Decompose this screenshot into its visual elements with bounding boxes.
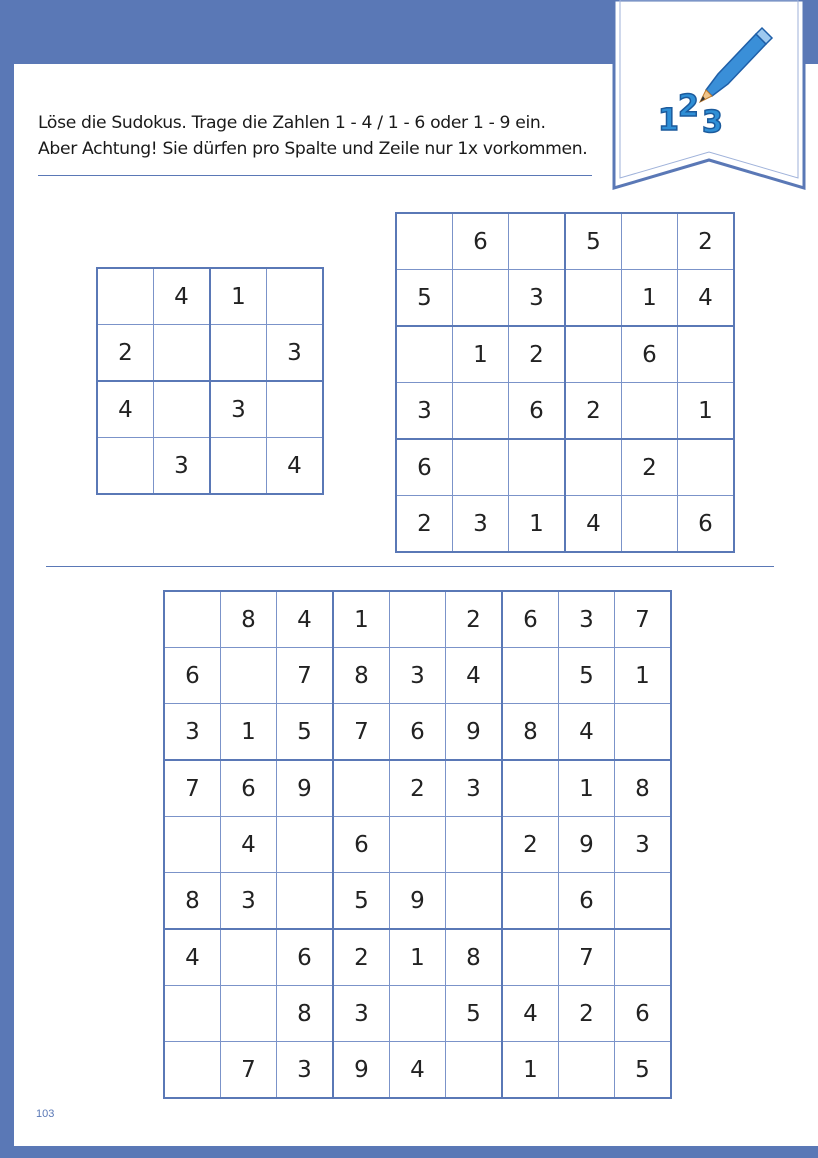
divider-top (38, 175, 592, 176)
sudoku-cell[interactable]: 3 (267, 325, 324, 382)
sudoku-cell[interactable]: 1 (453, 326, 509, 383)
sudoku-cell[interactable]: 5 (396, 270, 453, 327)
sudoku-cell[interactable]: 3 (509, 270, 566, 327)
sudoku-cell[interactable]: 5 (277, 704, 334, 761)
sudoku-cell[interactable] (164, 591, 221, 648)
sudoku-cell[interactable]: 6 (622, 326, 678, 383)
sudoku-cell[interactable] (390, 591, 446, 648)
sudoku-cell[interactable]: 2 (333, 929, 390, 986)
sudoku-cell[interactable]: 5 (615, 1042, 672, 1099)
sudoku-cell[interactable]: 1 (509, 496, 566, 553)
sudoku-cell[interactable]: 2 (509, 326, 566, 383)
sudoku-cell[interactable]: 5 (446, 986, 503, 1042)
sudoku-cell[interactable]: 1 (502, 1042, 559, 1099)
sudoku-cell[interactable] (622, 383, 678, 440)
sudoku-cell[interactable] (559, 1042, 615, 1099)
badge-digit-1: 1 (658, 103, 679, 138)
sudoku-cell[interactable] (390, 986, 446, 1042)
sudoku-cell[interactable]: 6 (221, 760, 277, 817)
sudoku-cell[interactable] (396, 213, 453, 270)
sudoku-cell[interactable]: 3 (453, 496, 509, 553)
sudoku-cell[interactable]: 8 (164, 873, 221, 930)
sudoku-cell[interactable]: 2 (559, 986, 615, 1042)
sudoku-cell[interactable]: 6 (396, 439, 453, 496)
sudoku-cell[interactable]: 2 (678, 213, 735, 270)
page-number: 103 (36, 1108, 55, 1120)
sudoku-cell[interactable]: 6 (615, 986, 672, 1042)
sudoku-cell[interactable] (221, 929, 277, 986)
sudoku-cell[interactable] (509, 213, 566, 270)
sudoku-cell[interactable]: 4 (446, 648, 503, 704)
sudoku-row (164, 986, 671, 1042)
sudoku-cell[interactable] (453, 383, 509, 440)
sudoku-cell[interactable]: 2 (97, 325, 154, 382)
sudoku-cell[interactable] (97, 438, 154, 495)
sudoku-cell[interactable]: 4 (154, 268, 211, 325)
sudoku-cell[interactable]: 9 (559, 817, 615, 873)
sudoku-cell[interactable]: 1 (221, 704, 277, 761)
sudoku-cell[interactable] (502, 760, 559, 817)
sudoku-row (164, 704, 671, 761)
sudoku-row (164, 929, 671, 986)
sudoku-cell[interactable]: 6 (164, 648, 221, 704)
sudoku-cell[interactable]: 4 (164, 929, 221, 986)
sudoku-cell[interactable] (154, 325, 211, 382)
sudoku-cell[interactable] (615, 704, 672, 761)
badge-digit-3: 3 (702, 105, 723, 140)
sudoku-cell[interactable]: 8 (333, 648, 390, 704)
sudoku-cell[interactable] (678, 326, 735, 383)
sudoku-cell[interactable] (622, 213, 678, 270)
sudoku-cell[interactable]: 2 (502, 817, 559, 873)
sudoku-cell[interactable]: 3 (154, 438, 211, 495)
sudoku-row (396, 496, 734, 553)
sudoku-cell[interactable] (565, 326, 622, 383)
sudoku-cell[interactable] (333, 760, 390, 817)
sudoku-6x6 (395, 212, 735, 553)
sudoku-cell[interactable]: 3 (210, 381, 267, 438)
divider-middle (46, 566, 774, 567)
sudoku-cell[interactable]: 1 (333, 591, 390, 648)
sudoku-cell[interactable]: 3 (396, 383, 453, 440)
sudoku-cell[interactable] (502, 873, 559, 930)
sudoku-cell[interactable]: 6 (678, 496, 735, 553)
sudoku-cell[interactable]: 1 (390, 929, 446, 986)
sudoku-cell[interactable] (164, 817, 221, 873)
sudoku-cell[interactable] (446, 1042, 503, 1099)
sudoku-row (164, 1042, 671, 1099)
sudoku-cell[interactable]: 4 (502, 986, 559, 1042)
sudoku-cell[interactable]: 8 (221, 591, 277, 648)
sudoku-row (164, 760, 671, 817)
sudoku-cell[interactable]: 2 (390, 760, 446, 817)
sudoku-cell[interactable]: 1 (622, 270, 678, 327)
sudoku-cell[interactable] (453, 270, 509, 327)
sudoku-cell[interactable]: 3 (333, 986, 390, 1042)
sudoku-cell[interactable] (164, 1042, 221, 1099)
sudoku-cell[interactable]: 2 (396, 496, 453, 553)
sudoku-cell[interactable]: 4 (277, 591, 334, 648)
sudoku-cell[interactable]: 8 (502, 704, 559, 761)
sudoku-cell[interactable]: 3 (446, 760, 503, 817)
sudoku-cell[interactable]: 8 (446, 929, 503, 986)
sudoku-row (97, 325, 323, 382)
sudoku-cell[interactable] (615, 873, 672, 930)
sudoku-cell[interactable]: 6 (390, 704, 446, 761)
sudoku-cell[interactable]: 7 (277, 648, 334, 704)
sudoku-cell[interactable] (267, 381, 324, 438)
sudoku-cell[interactable]: 6 (333, 817, 390, 873)
sudoku-cell[interactable] (565, 439, 622, 496)
sudoku-cell[interactable]: 2 (446, 591, 503, 648)
sudoku-cell[interactable]: 1 (615, 648, 672, 704)
sudoku-cell[interactable]: 5 (333, 873, 390, 930)
sudoku-cell[interactable]: 9 (277, 760, 334, 817)
sudoku-cell[interactable] (453, 439, 509, 496)
sudoku-cell[interactable]: 5 (565, 213, 622, 270)
sudoku-row (164, 648, 671, 704)
sudoku-cell[interactable]: 4 (390, 1042, 446, 1099)
sudoku-row (396, 270, 734, 327)
sudoku-cell[interactable]: 7 (615, 591, 672, 648)
sudoku-cell[interactable]: 4 (97, 381, 154, 438)
sudoku-cell[interactable]: 3 (390, 648, 446, 704)
sudoku-cell[interactable] (622, 496, 678, 553)
sudoku-cell[interactable]: 9 (333, 1042, 390, 1099)
sudoku-row (97, 438, 323, 495)
sudoku-cell[interactable] (446, 817, 503, 873)
sudoku-9x9 (163, 590, 672, 1099)
sudoku-cell[interactable]: 3 (277, 1042, 334, 1099)
sudoku-cell[interactable] (221, 986, 277, 1042)
sudoku-cell[interactable]: 6 (453, 213, 509, 270)
numbers-badge (610, 0, 808, 192)
sudoku-cell[interactable]: 9 (390, 873, 446, 930)
sudoku-cell[interactable] (390, 817, 446, 873)
sudoku-row (396, 213, 734, 270)
sudoku-cell[interactable] (210, 438, 267, 495)
sudoku-cell[interactable]: 5 (559, 648, 615, 704)
sudoku-cell[interactable]: 7 (333, 704, 390, 761)
sudoku-row (396, 439, 734, 496)
sudoku-row (164, 873, 671, 930)
sudoku-cell[interactable] (509, 439, 566, 496)
sudoku-cell[interactable]: 7 (559, 929, 615, 986)
sudoku-row (164, 591, 671, 648)
sudoku-cell[interactable] (502, 929, 559, 986)
sudoku-cell[interactable] (565, 270, 622, 327)
sudoku-cell[interactable] (615, 929, 672, 986)
sudoku-4x4 (96, 267, 324, 495)
sudoku-cell[interactable]: 4 (559, 704, 615, 761)
sudoku-cell[interactable] (221, 648, 277, 704)
sudoku-cell[interactable]: 6 (277, 929, 334, 986)
sudoku-row (164, 817, 671, 873)
sudoku-cell[interactable]: 7 (221, 1042, 277, 1099)
sudoku-cell[interactable]: 6 (502, 591, 559, 648)
instruction-line-1: Löse die Sudokus. Trage die Zahlen 1 - 4 / 1 - 6 oder 1 - 9 ein. (38, 113, 546, 133)
sudoku-cell[interactable]: 3 (559, 591, 615, 648)
sudoku-row (97, 381, 323, 438)
sudoku-cell[interactable]: 2 (565, 383, 622, 440)
badge-digit-2: 2 (678, 89, 699, 124)
sudoku-cell[interactable]: 6 (559, 873, 615, 930)
sudoku-cell[interactable]: 3 (615, 817, 672, 873)
sudoku-cell[interactable]: 1 (678, 383, 735, 440)
sudoku-cell[interactable] (678, 439, 735, 496)
sudoku-cell[interactable]: 3 (164, 704, 221, 761)
sudoku-cell[interactable]: 3 (221, 873, 277, 930)
sudoku-cell[interactable]: 6 (509, 383, 566, 440)
sudoku-row (396, 326, 734, 383)
sudoku-cell[interactable]: 1 (559, 760, 615, 817)
sudoku-cell[interactable] (97, 268, 154, 325)
instructions (38, 110, 628, 162)
sudoku-cell[interactable]: 2 (622, 439, 678, 496)
sudoku-row (97, 268, 323, 325)
sudoku-cell[interactable]: 8 (277, 986, 334, 1042)
sudoku-cell[interactable]: 1 (210, 268, 267, 325)
sudoku-cell[interactable]: 9 (446, 704, 503, 761)
sudoku-cell[interactable] (277, 817, 334, 873)
sudoku-cell[interactable]: 4 (221, 817, 277, 873)
instruction-line-2: Aber Achtung! Sie dürfen pro Spalte und Zeile nur 1x vorkommen. (38, 139, 588, 159)
sudoku-cell[interactable] (154, 381, 211, 438)
sudoku-cell[interactable] (396, 326, 453, 383)
sudoku-cell[interactable] (210, 325, 267, 382)
sudoku-cell[interactable] (502, 648, 559, 704)
sudoku-cell[interactable]: 4 (267, 438, 324, 495)
sudoku-cell[interactable] (446, 873, 503, 930)
sudoku-cell[interactable] (277, 873, 334, 930)
sudoku-row (396, 383, 734, 440)
sudoku-cell[interactable] (164, 986, 221, 1042)
sudoku-cell[interactable]: 4 (678, 270, 735, 327)
sudoku-cell[interactable]: 8 (615, 760, 672, 817)
sudoku-cell[interactable] (267, 268, 324, 325)
sudoku-cell[interactable]: 4 (565, 496, 622, 553)
sudoku-cell[interactable]: 7 (164, 760, 221, 817)
